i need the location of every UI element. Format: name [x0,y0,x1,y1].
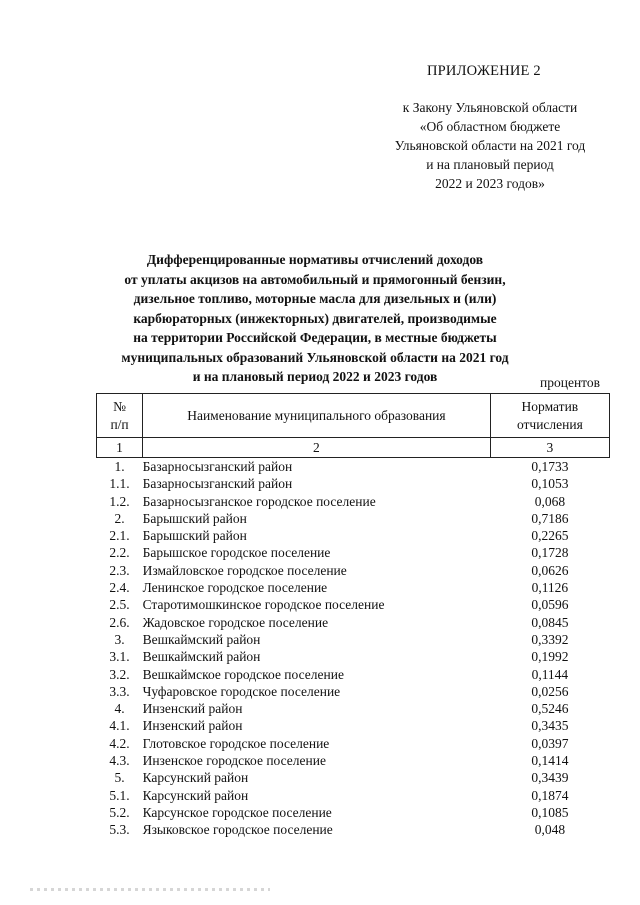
municipality-name: Чуфаровское городское поселение [142,683,341,699]
law-ref-line: 2022 и 2023 годов» [435,176,545,191]
municipality-name: Вешкаймское городское поселение [142,666,344,682]
row-number: 4.3. [109,753,130,769]
table-row [97,804,610,821]
row-number: 3.2. [109,666,130,682]
table-row [97,475,610,492]
table-row [97,648,610,665]
header-norm-line2: отчисления [516,416,583,432]
table-row [97,787,610,804]
unit-note: процентов [540,375,601,390]
municipality-name: Вешкаймский район [142,649,261,665]
row-number: 2.4. [109,580,130,596]
table-row [97,769,610,786]
table-row [97,562,610,579]
municipality-name: Инзенское городское поселение [142,753,326,769]
norm-value: 0,1733 [531,459,569,474]
norm-value: 0,1053 [531,476,569,492]
title-line: Дифференцированные нормативы отчислений доходов [146,252,484,267]
header-number [97,394,143,438]
row-number: 3.1. [109,649,130,665]
table-row [97,458,610,476]
norm-value: 0,048 [534,822,566,838]
table-header-row [97,394,610,438]
row-number: 2.1. [109,528,130,544]
row-number: 3.3. [109,683,130,699]
table-row [97,596,610,613]
municipality-name: Инзенский район [142,718,243,734]
column-number: 3 [490,438,609,458]
row-number: 1.2. [109,493,130,509]
municipality-name: Карсунский район [142,770,249,786]
appendix-title: ПРИЛОЖЕНИЕ 2 [427,63,541,79]
row-number: 2.2. [109,545,130,561]
law-ref-line: к Закону Ульяновской области [402,100,578,115]
table-row [97,717,610,734]
norm-value: 0,1126 [531,580,569,596]
norm-value: 0,1992 [531,649,569,665]
norm-value: 0,068 [534,493,566,509]
table-row [97,631,610,648]
norm-value: 0,0596 [531,597,569,613]
norms-table [96,393,610,839]
law-ref-line: «Об областном бюджете [419,119,561,134]
title-line: карбюраторных (инжекторных) двигателей, производимые [133,310,497,326]
municipality-name: Глотовское городское поселение [142,735,330,751]
norm-value: 0,5246 [531,701,569,717]
header-norm [490,394,609,438]
row-number: 2.5. [109,597,130,613]
table-row [97,493,610,510]
header-norm-line1: Норматив [521,398,579,414]
table-row [97,544,610,561]
municipality-name: Языковское городское поселение [142,822,333,838]
municipality-name: Барышский район [142,510,247,526]
municipality-name: Базарносызганское городское поселение [142,493,376,509]
row-number: 1. [114,459,125,474]
municipality-name: Измайловское городское поселение [142,562,347,578]
norm-value: 0,1144 [531,666,569,682]
municipality-name: Ленинское городское поселение [142,580,328,596]
table-row [97,527,610,544]
municipality-name: Инзенский район [142,701,243,717]
norm-value: 0,7186 [531,510,569,526]
norm-value: 0,3439 [531,770,569,786]
column-number-row [97,438,610,458]
norm-value: 0,0845 [531,614,569,630]
table-row [97,666,610,683]
table-row [97,735,610,752]
law-reference [380,98,600,193]
law-ref-line: и на плановый период [426,157,554,172]
municipality-name: Вешкаймский район [142,631,261,647]
row-number: 2.6. [109,614,130,630]
column-number: 1 [97,438,143,458]
header-number-line1: № [113,398,126,414]
row-number: 4.2. [109,735,130,751]
norm-value: 0,1085 [531,804,569,820]
norm-value: 0,3435 [531,718,569,734]
municipality-name: Жадовское городское поселение [142,614,329,630]
title-line: на территории Российской Федерации, в местные бюджеты [133,330,497,345]
municipality-name: Базарносызганский район [142,476,293,492]
municipality-name: Карсунский район [142,787,249,803]
row-number: 3. [114,631,125,647]
table-row [97,752,610,769]
row-number: 5.1. [109,787,130,803]
row-number: 1.1. [109,476,130,492]
title-line: и на плановый период 2022 и 2023 годов [192,369,438,384]
norm-value: 0,0626 [531,562,569,578]
title-line: дизельное топливо, моторные масла для дизельных и (или) [133,291,497,306]
scan-artifact [30,888,270,891]
table-row [97,614,610,631]
norm-value: 0,0397 [531,735,569,751]
title-line: от уплаты акцизов на автомобильный и прямогонный бензин, [124,271,506,287]
norm-value: 0,1414 [531,753,569,769]
table-row [97,700,610,717]
header-number-line2: п/п [110,416,129,432]
row-number: 2.3. [109,562,130,578]
norm-value: 0,2265 [531,528,569,544]
column-number: 2 [143,438,491,458]
municipality-name: Барышский район [142,528,247,544]
row-number: 4. [114,701,125,717]
municipality-name: Карсунское городское поселение [142,804,332,820]
row-number: 2. [114,510,125,526]
norm-value: 0,3392 [531,631,569,647]
law-ref-line: Ульяновской области на 2021 год [394,138,586,153]
header-name: Наименование муниципального образования [143,394,491,438]
row-number: 5.2. [109,804,130,820]
norm-value: 0,1728 [531,545,569,561]
municipality-name: Барышское городское поселение [142,545,331,561]
municipality-name: Базарносызганский район [142,459,293,474]
table-row [97,821,610,838]
norm-value: 0,0256 [531,683,569,699]
row-number: 5. [114,770,125,786]
table-row [97,579,610,596]
norm-value: 0,1874 [531,787,569,803]
document-title [100,250,530,387]
row-number: 4.1. [109,718,130,734]
municipality-name: Старотимошкинское городское поселение [142,597,385,613]
row-number: 5.3. [109,822,130,838]
table-row [97,683,610,700]
title-line: муниципальных образований Ульяновской области на 2021 год [121,349,509,365]
table-row [97,510,610,527]
